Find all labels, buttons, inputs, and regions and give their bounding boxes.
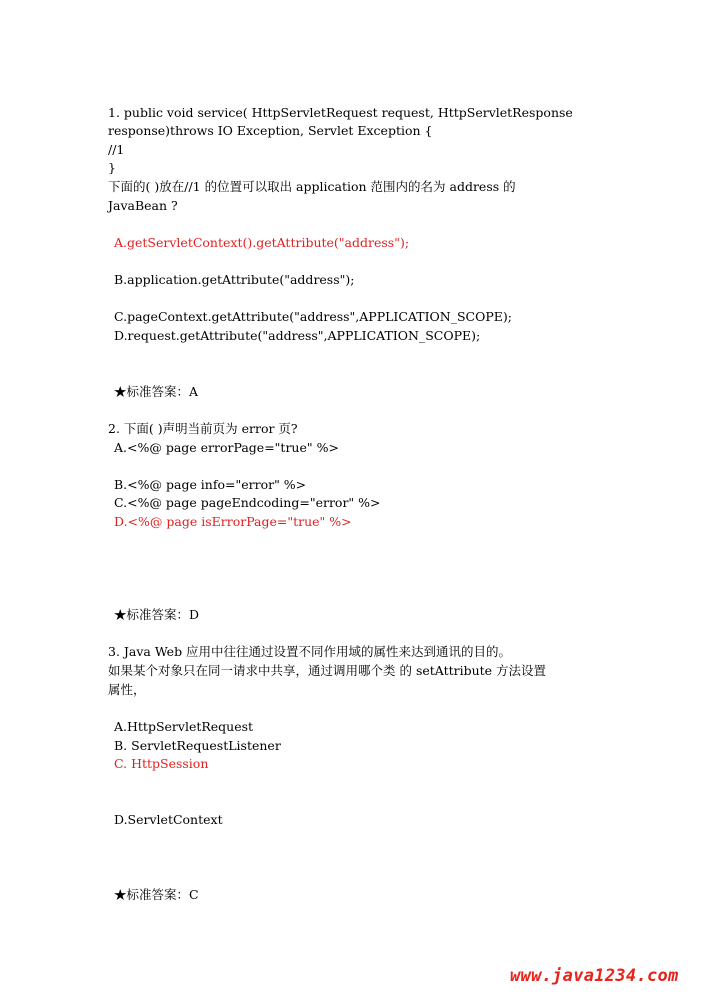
q2-option-d-correct: D.<%@ page isErrorPage="true" %> xyxy=(114,514,352,529)
q1-stem-line-6: JavaBean ? xyxy=(108,198,178,213)
q2-stem: 2. 下面( )声明当前页为 error 页? xyxy=(108,421,298,436)
q3-standard-answer: ★标准答案：C xyxy=(114,887,199,902)
q3-option-b: B. ServletRequestListener xyxy=(114,738,281,753)
q3-stem-line-3: 属性， xyxy=(108,682,146,697)
q3-stem-line-1: 3. Java Web 应用中往往通过设置不同作用域的属性来达到通讯的目的。 xyxy=(108,644,512,659)
q1-option-b: B.application.getAttribute("address"); xyxy=(114,272,355,287)
q2-option-b: B.<%@ page info="error" %> xyxy=(114,477,307,492)
q3-option-a: A.HttpServletRequest xyxy=(114,719,254,734)
q1-stem-line-5: 下面的( )放在//1 的位置可以取出 application 范围内的名为 address 的 xyxy=(108,179,516,194)
q2-option-c: C.<%@ page pageEndcoding="error" %> xyxy=(114,495,381,510)
q1-stem-line-4: } xyxy=(108,160,116,175)
q1-standard-answer: ★标准答案：A xyxy=(114,384,199,399)
q1-option-a-correct: A.getServletContext().getAttribute("address"); xyxy=(114,235,410,250)
q3-stem-line-2: 如果某个对象只在同一请求中共享，通过调用哪个类 的 setAttribute 方法设置 xyxy=(108,663,547,678)
site-watermark: www.java1234.com xyxy=(510,966,679,986)
q1-stem-line-2: response)throws IO Exception, Servlet Exception { xyxy=(108,123,433,138)
q1-stem-line-3: //1 xyxy=(108,142,125,157)
q2-option-a: A.<%@ page errorPage="true" %> xyxy=(114,440,339,455)
q3-option-c-correct: C. HttpSession xyxy=(114,756,209,771)
q1-option-c: C.pageContext.getAttribute("address",APPLICATION_SCOPE); xyxy=(114,309,512,324)
q3-option-d: D.ServletContext xyxy=(114,812,223,827)
q2-standard-answer: ★标准答案：D xyxy=(114,607,200,622)
q1-stem-line-1: 1. public void service( HttpServletRequest request, HttpServletResponse xyxy=(108,105,573,120)
q1-option-d: D.request.getAttribute("address",APPLICATION_SCOPE); xyxy=(114,328,481,343)
